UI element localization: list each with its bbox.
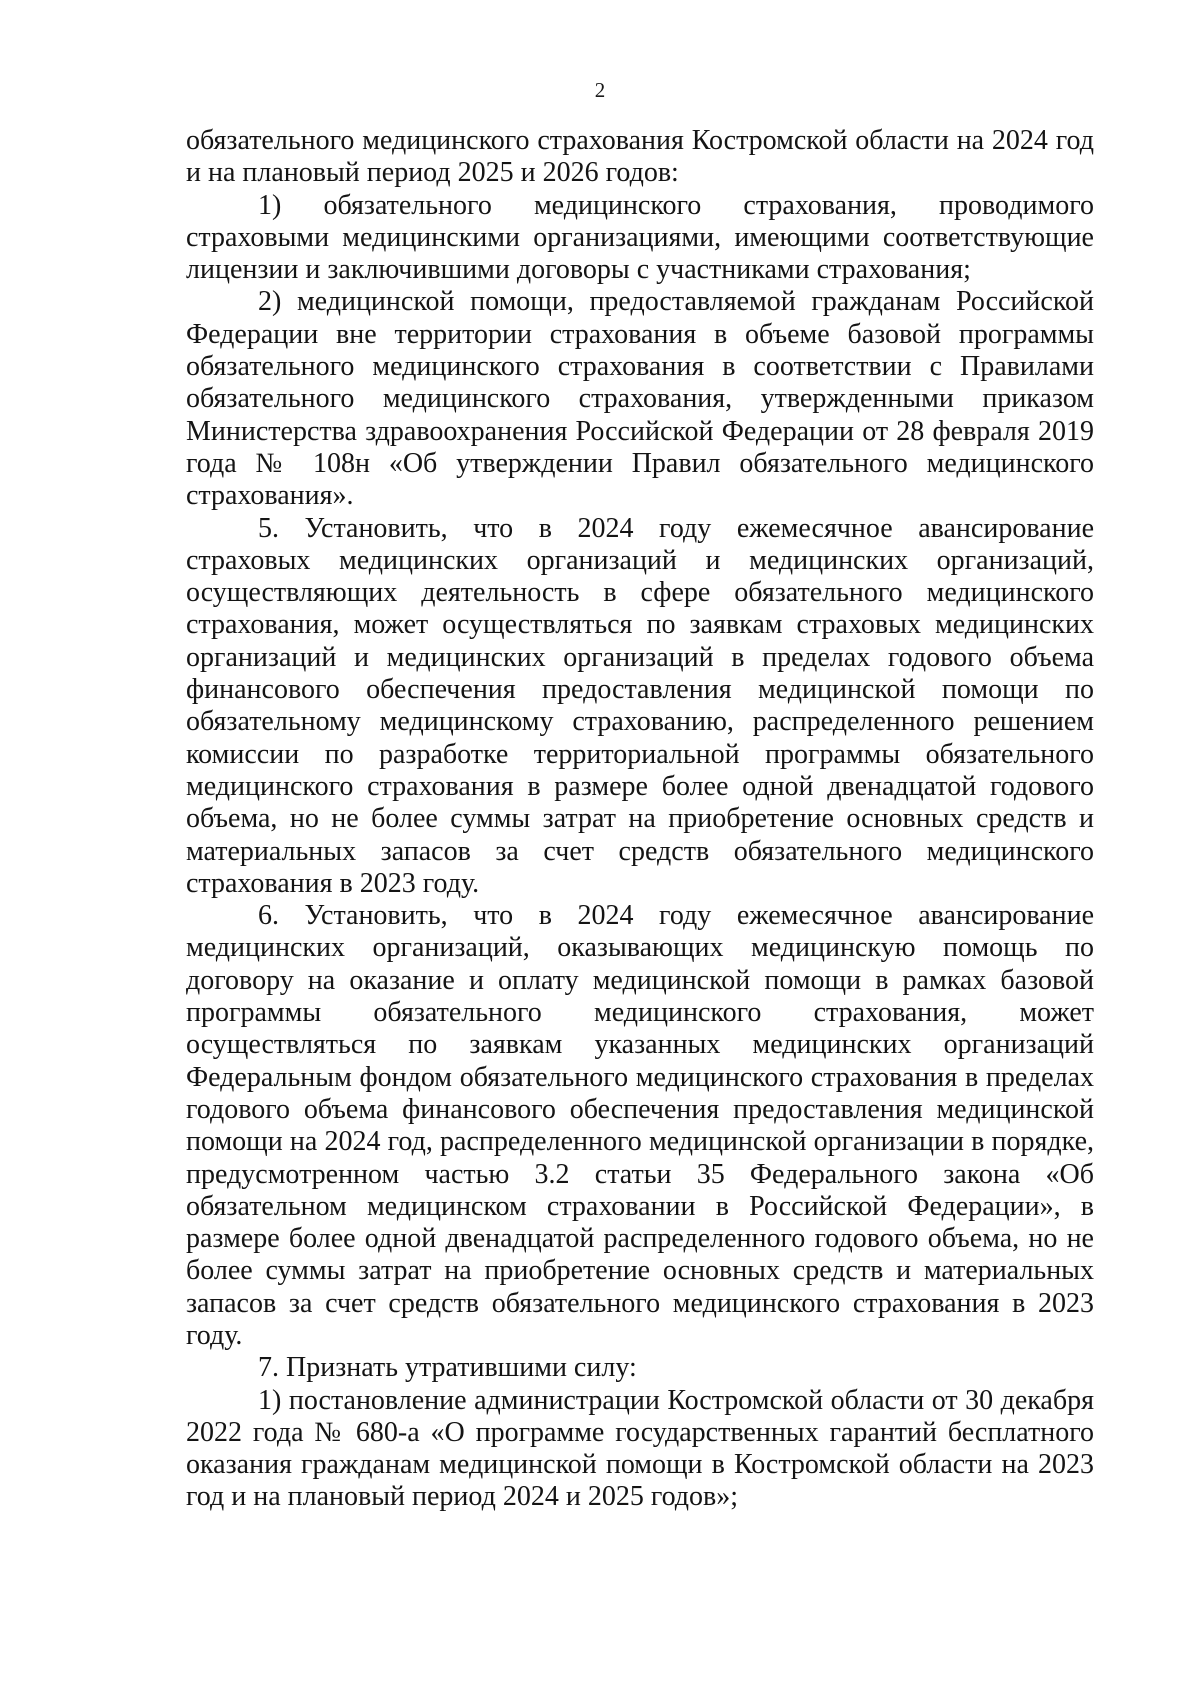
paragraph-section-7-item-1: 1) постановление администрации Костромской области от 30 декабря 2022 года № 680-а «О программе государственных гарантий бесплатного оказания гражданам медицинской помощи в Костромской области на 2023 год и на плановый период 2024 и 2025 годов»; bbox=[186, 1384, 1094, 1513]
page-number: 2 bbox=[594, 78, 606, 102]
document-body bbox=[186, 125, 1094, 1514]
paragraph-item-1: 1) обязательного медицинского страхования, проводимого страховыми медицинскими организациями, имеющими соответствующие лицензии и заключившими договоры с участниками страхования; bbox=[186, 189, 1094, 286]
paragraph-section-6: 6. Установить, что в 2024 году ежемесячное авансирование медицинских организаций, оказывающих медицинскую помощь по договору на оказание и оплату медицинской помощи в рамках базовой программы обязательного медицинского страхования, может осуществляться по заявкам указанных медицинских организаций Федеральным фондом обязательного медицинского страхования в пределах годового объема финансового обеспечения предоставления медицинской помощи на 2024 год, распределенного медицинской организации в порядке, предусмотренном частью 3.2 статьи 35 Федерального закона «Об обязательном медицинском страховании в Российской Федерации», в размере более одной двенадцатой распределенного годового объема, но не более суммы затрат на приобретение основных средств и материальных запасов за счет средств обязательного медицинского страхования в 2023 году. bbox=[186, 900, 1094, 1351]
paragraph-section-5: 5. Установить, что в 2024 году ежемесячное авансирование страховых медицинских организаций и медицинских организаций, осуществляющих деятельность в сфере обязательного медицинского страхования, может осуществляться по заявкам страховых медицинских организаций и медицинских организаций в пределах годового объема финансового обеспечения предоставления медицинской помощи по обязательному медицинскому страхованию, распределенного решением комиссии по разработке территориальной программы обязательного медицинского страхования в размере более одной двенадцатой годового объема, но не более суммы затрат на приобретение основных средств и материальных запасов за счет средств обязательного медицинского страхования в 2023 году. bbox=[186, 512, 1094, 899]
paragraph-section-7: 7. Признать утратившими силу: bbox=[258, 1352, 637, 1384]
paragraph-continuation: обязательного медицинского страхования Костромской области на 2024 год и на плановый период 2025 и 2026 годов: bbox=[186, 125, 1094, 189]
paragraph-item-2: 2) медицинской помощи, предоставляемой гражданам Российской Федерации вне территории страхования в объеме базовой программы обязательного медицинского страхования в соответствии с Правилами обязательного медицинского страхования, утвержденными приказом Министерства здравоохранения Российской Федерации от 28 февраля 2019 года № 108н «Об утверждении Правил обязательного медицинского страхования». bbox=[186, 286, 1094, 512]
